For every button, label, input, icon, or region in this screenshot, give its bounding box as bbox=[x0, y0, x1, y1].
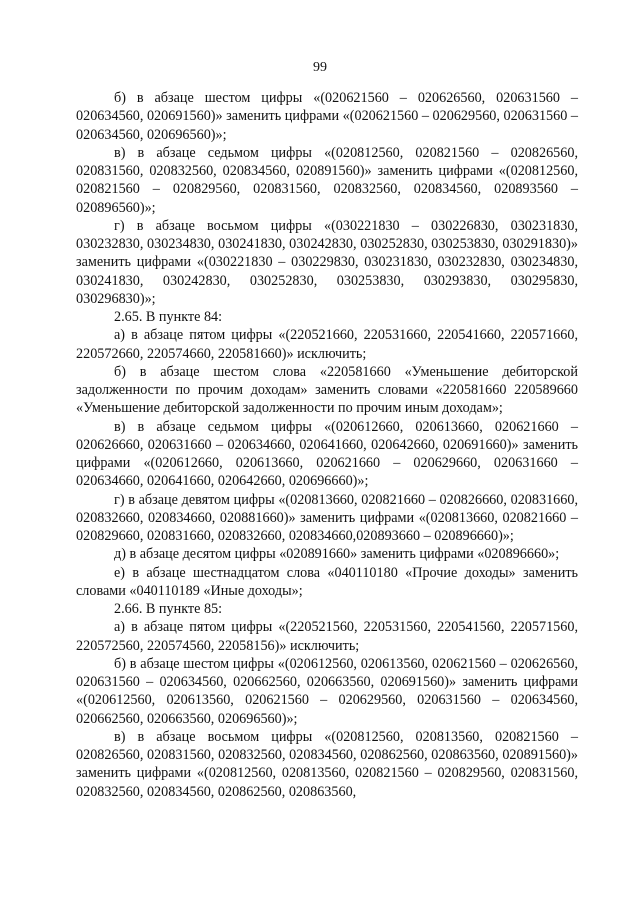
paragraph-2-66-b: б) в абзаце шестом цифры «(020612560, 020613560, 020621560 – 020626560, 020631560 – 020634560, 020662560, 020663560, 020691560)» заменить цифрами «(020612560, 020613560, 020621560 – 020629560, 020631560 – 020634560, 020662560, 020663560, 020696560)»; bbox=[76, 655, 578, 727]
paragraph-2-65-a: а) в абзаце пятом цифры «(220521660, 220531660, 220541660, 220571660, 220572660, 220574660, 220581660)» исключить; bbox=[76, 327, 578, 362]
paragraph-2-66-a: а) в абзаце пятом цифры «(220521560, 220531560, 220541560, 220571560, 220572560, 220574560, 22058156)» исключить; bbox=[76, 619, 578, 654]
page-number: 99 bbox=[313, 60, 327, 75]
section-heading-2-66: 2.66. В пункте 85: bbox=[114, 601, 223, 617]
paragraph-v-abzac-7: в) в абзаце седьмом цифры «(020812560, 020821560 – 020826560, 020831560, 020832560, 020834560, 020891560)» заменить цифрами «(020812560, 020821560 – 020829560, 020831560, 020832560, 020834560, 020893560 – 020896560)»; bbox=[76, 144, 578, 216]
paragraph-2-65-b: б) в абзаце шестом слова «220581660 «Уменьшение дебиторской задолженности по прочим доходам» заменить словами «220581660 220589660 «Уменьшение дебиторской задолженности по прочим иным доходам»; bbox=[76, 363, 578, 417]
paragraph-2-65-e: е) в абзаце шестнадцатом слова «040110180 «Прочие доходы» заменить словами «040110189 «Иные доходы»; bbox=[76, 564, 578, 599]
paragraph-2-66-v: в) в абзаце восьмом цифры «(020812560, 020813560, 020821560 – 020826560, 020831560, 020832560, 020834560, 020862560, 020863560, 020891560)» заменить цифрами «(020812560, 020813560, 020821560 – 020829560, 020831560, 020832560, 020834560, 020862560, 020863560, bbox=[76, 728, 578, 800]
paragraph-2-65-d: д) в абзаце десятом цифры «020891660» заменить цифрами «020896660»; bbox=[114, 546, 560, 563]
paragraph-b-abzac-6: б) в абзаце шестом цифры «(020621560 – 020626560, 020631560 – 020634560, 020691560)» заменить цифрами «(020621560 – 020629560, 020631560 – 020634560, 020696560)»; bbox=[76, 90, 578, 143]
document-body bbox=[76, 89, 578, 801]
paragraph-2-65-v: в) в абзаце седьмом цифры «(020612660, 020613660, 020621660 – 020626660, 020631660 – 020634660, 020641660, 020642660, 020691660)» заменить цифрами «(020612660, 020613660, 020621660 – 020629660, 020631660 – 020634660, 020641660, 020642660, 020696660)»; bbox=[76, 418, 578, 490]
paragraph-2-65-g: г) в абзаце девятом цифры «(020813660, 020821660 – 020826660, 020831660, 020832660, 020834660, 020881660)» заменить цифрами «(020813660, 020821660 – 020829660, 020831660, 020832660, 020834660,020893660 – 020896660)»; bbox=[76, 491, 578, 544]
section-heading-2-65: 2.65. В пункте 84: bbox=[114, 309, 223, 325]
paragraph-g-abzac-8: г) в абзаце восьмом цифры «(030221830 – 030226830, 030231830, 030232830, 030234830, 030241830, 030242830, 030252830, 030253830, 030291830)» заменить цифрами «(030221830 – 030229830, 030231830, 030232830, 030234830, 030241830, 030242830, 030252830, 030253830, 030293830, 030295830, 030296830)»; bbox=[76, 217, 578, 307]
